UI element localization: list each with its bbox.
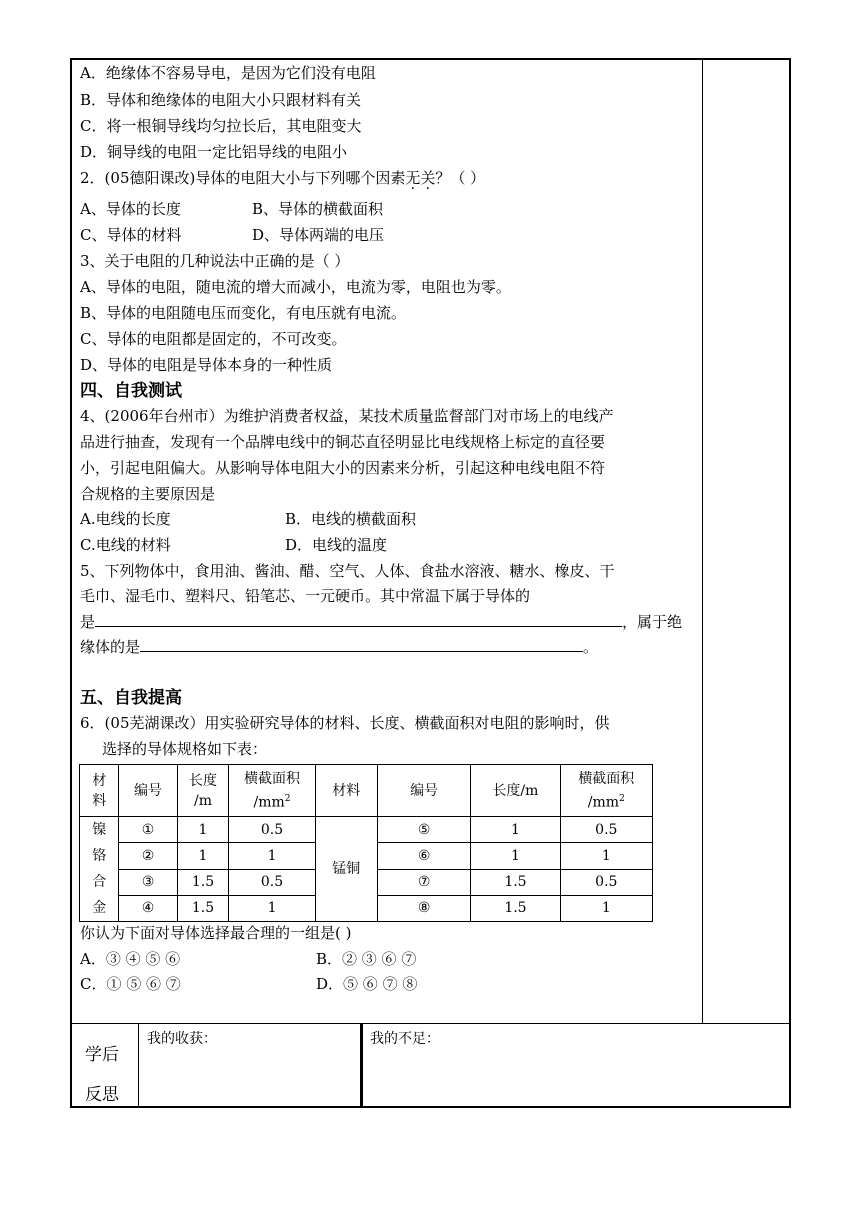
q6-option-a: A．③ ④ ⑤ ⑥ [80, 950, 181, 968]
cell-area: 1 [229, 895, 315, 921]
q2-stem-pre: 2．(05德阳课改)导体的电阻大小与下列哪个因素 [80, 169, 406, 187]
q5-line2: 毛巾、湿毛巾、塑料尺、铅笔芯、一元硬币。其中常温下属于导体的 [80, 587, 531, 605]
q5-conductor-blank[interactable] [95, 612, 622, 627]
q6-options-row1 [80, 949, 417, 969]
cell-length: 1 [177, 843, 229, 869]
q4-option-d: D．电线的温度 [285, 536, 388, 554]
q6-option-c: C．① ⑤ ⑥ ⑦ [80, 975, 181, 993]
footer-label-line1: 学后 [85, 1045, 119, 1065]
cell-length-2: 1 [471, 843, 560, 869]
footer-gains: 我的收获： [147, 1031, 217, 1047]
header-length-2: 长度/m [471, 765, 560, 817]
footer-label-line2: 反思 [85, 1085, 119, 1105]
q2-option-d: D、导体两端的电压 [252, 226, 385, 244]
q2-options-row2 [80, 225, 385, 245]
q3-option-b: B、导体的电阻随电压而变化，有电压就有电流。 [80, 304, 407, 322]
cell-area: 0.5 [229, 817, 315, 843]
right-column-divider [702, 58, 703, 1024]
header-number-2: 编号 [377, 765, 470, 817]
q4-option-a: A.电线的长度 [80, 510, 171, 528]
cell-length-2: 1 [471, 817, 560, 843]
q4-line4: 合规格的主要原因是 [80, 485, 216, 503]
cell-number-2: ⑦ [377, 869, 470, 895]
header-material-2: 材料 [315, 765, 377, 817]
q2-options-row1 [80, 199, 384, 219]
cell-area-2: 0.5 [560, 869, 652, 895]
cell-area: 1 [229, 843, 315, 869]
cell-number: ③ [119, 869, 177, 895]
header-material: 材 料 [80, 765, 119, 817]
q6-option-d: D．⑤ ⑥ ⑦ ⑧ [316, 975, 418, 993]
q2-option-c: C、导体的材料 [80, 226, 182, 244]
q2-option-a: A、导体的长度 [80, 200, 181, 218]
q4-options-row1 [80, 509, 417, 529]
q2-emphasis-1: 无 [405, 169, 421, 187]
cell-area-2: 0.5 [560, 817, 652, 843]
cell-area: 0.5 [229, 869, 315, 895]
cell-number-2: ⑤ [377, 817, 470, 843]
q5-line4-prefix: 缘体的是 [80, 638, 141, 656]
footer-shortfalls: 我的不足： [370, 1031, 440, 1047]
footer-divider [70, 1023, 791, 1024]
q4-option-c: C.电线的材料 [80, 536, 171, 554]
q4-option-b: B．电线的横截面积 [285, 510, 417, 528]
q6-question: 你认为下面对导体选择最合理的一组是( ) [80, 924, 352, 942]
q3-stem: 3、关于电阻的几种说法中正确的是（ ） [80, 252, 350, 270]
q2-option-b: B、导体的横截面积 [252, 200, 384, 218]
q4-line2: 品进行抽查，发现有一个品牌电线中的铜芯直径明显比电线规格上标定的直径要 [80, 433, 606, 451]
header-length: 长度 /m [177, 765, 229, 817]
q1-option-d: D．铜导线的电阻一定比铝导线的电阻小 [80, 143, 348, 161]
cell-area-2: 1 [560, 843, 652, 869]
q2-emphasis-2: 关 [420, 169, 436, 187]
header-area: 横截面积 $/mm^2$ [229, 765, 315, 817]
q5-line3-prefix: 是 [80, 613, 96, 631]
cell-length-2: 1.5 [471, 869, 560, 895]
section4-title: 四、自我测试 [80, 381, 182, 401]
q5-line4-suffix: 。 [583, 638, 599, 656]
footer-middle-divider [360, 1023, 363, 1108]
cell-number: ① [119, 817, 177, 843]
q1-option-c: C．将一根铜导线均匀拉长后，其电阻变大 [80, 117, 362, 135]
header-number: 编号 [119, 765, 177, 817]
cell-number-2: ⑧ [377, 895, 470, 921]
material-manganin: 锰铜 [315, 817, 377, 922]
header-area-2: 横截面积 $/mm^2$ [560, 765, 652, 817]
q4-line1: 4、(2006年台州市）为维护消费者权益，某技术质量监督部门对市场上的电线产 [80, 407, 614, 425]
q2-stem-post: ？（ ） [435, 169, 486, 187]
section5-title: 五、自我提高 [80, 688, 182, 708]
material-nichrome: 镍 铬 合 金 [80, 817, 119, 922]
q5-line3-suffix: ，属于绝 [622, 613, 683, 631]
conductor-spec-table [79, 764, 653, 922]
footer-label-divider [138, 1023, 139, 1108]
q6-line2: 选择的导体规格如下表： [102, 740, 268, 758]
q2-stem [80, 168, 485, 188]
q4-options-row2 [80, 535, 388, 555]
q5-line4 [80, 637, 598, 657]
q3-option-d: D、导体的电阻是导体本身的一种性质 [80, 356, 333, 374]
q1-option-b: B．导体和绝缘体的电阻大小只跟材料有关 [80, 91, 362, 109]
cell-length: 1.5 [177, 869, 229, 895]
q3-option-c: C、导体的电阻都是固定的，不可改变。 [80, 330, 347, 348]
cell-area-2: 1 [560, 895, 652, 921]
q1-option-a: A．绝缘体不容易导电，是因为它们没有电阻 [80, 64, 376, 82]
cell-length-2: 1.5 [471, 895, 560, 921]
cell-number: ④ [119, 895, 177, 921]
q6-option-b: B．② ③ ⑥ ⑦ [316, 950, 417, 968]
table-row [80, 817, 653, 843]
table-header-row [80, 765, 653, 817]
q5-insulator-blank[interactable] [140, 637, 583, 652]
q5-line1: 5、下列物体中，食用油、酱油、醋、空气、人体、食盐水溶液、糖水、橡皮、干 [80, 562, 615, 580]
q3-option-a: A、导体的电阻，随电流的增大而减小，电流为零，电阻也为零。 [80, 278, 511, 296]
cell-length: 1.5 [177, 895, 229, 921]
q6-options-row2 [80, 974, 418, 994]
q4-line3: 小，引起电阻偏大。从影响导体电阻大小的因素来分析，引起这种电线电阻不符 [80, 459, 606, 477]
cell-number: ② [119, 843, 177, 869]
q5-line3 [80, 612, 682, 632]
cell-number-2: ⑥ [377, 843, 470, 869]
q6-line1: 6．(05芜湖课改）用实验研究导体的材料、长度、横截面积对电阻的影响时，供 [80, 714, 610, 732]
cell-length: 1 [177, 817, 229, 843]
